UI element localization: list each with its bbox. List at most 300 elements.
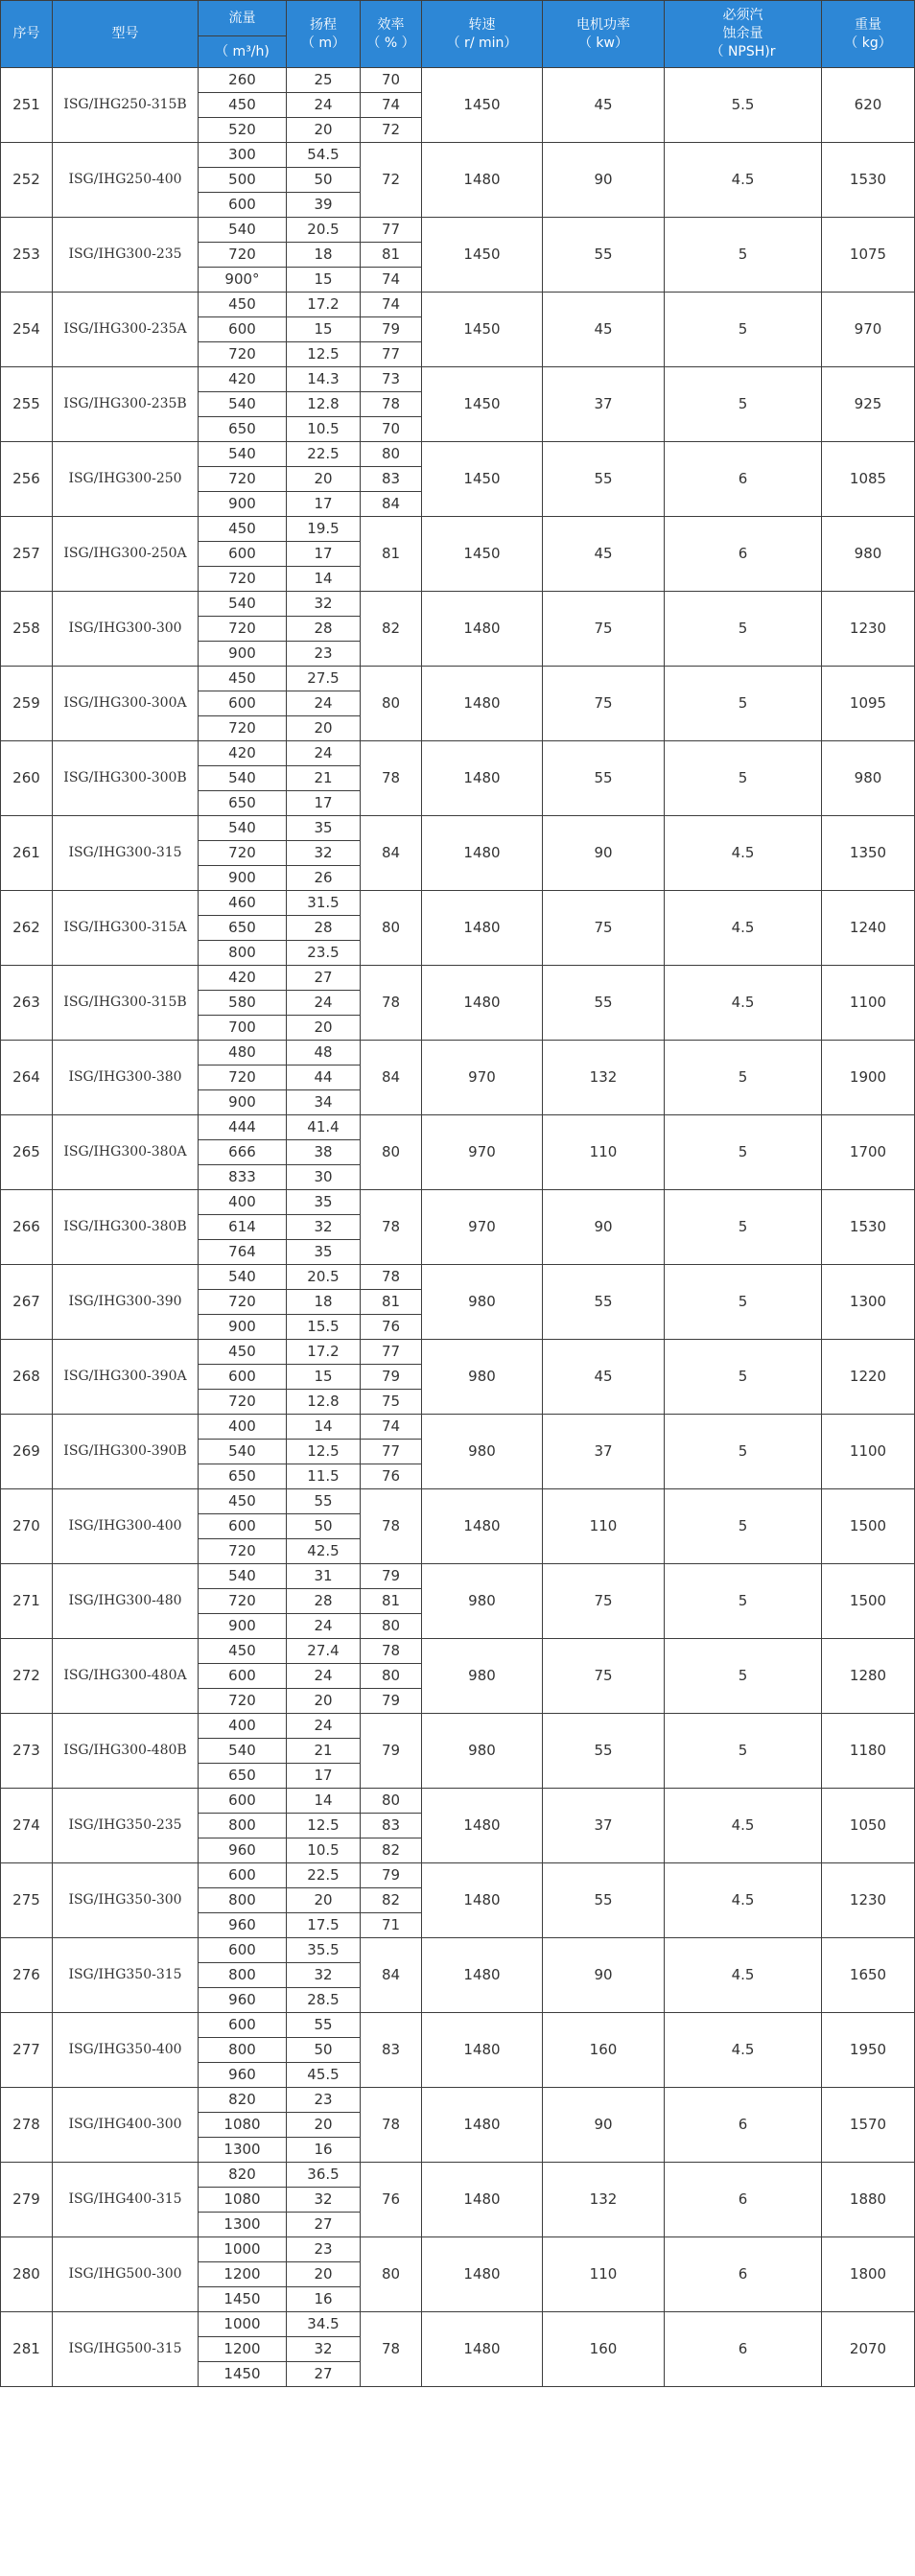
- cell-model: ISG/IHG300-380A: [53, 1115, 199, 1190]
- cell-speed: 1480: [422, 2013, 543, 2088]
- cell-speed: 1450: [422, 517, 543, 592]
- cell-eff: 79: [361, 1714, 422, 1789]
- cell-flow: 400: [199, 1415, 287, 1440]
- cell-eff: 77: [361, 218, 422, 243]
- cell-npsh: 6: [665, 2088, 822, 2163]
- cell-flow: 900: [199, 1614, 287, 1639]
- cell-eff: 74: [361, 93, 422, 118]
- cell-speed: 1450: [422, 293, 543, 367]
- cell-head: 35: [287, 1190, 361, 1215]
- cell-eff: 78: [361, 2312, 422, 2387]
- cell-head: 21: [287, 1739, 361, 1764]
- cell-eff: 79: [361, 1689, 422, 1714]
- cell-seq: 275: [1, 1863, 53, 1938]
- cell-head: 22.5: [287, 442, 361, 467]
- cell-speed: 1480: [422, 143, 543, 218]
- table-row: [1, 1789, 915, 1814]
- cell-flow: 720: [199, 342, 287, 367]
- cell-seq: 255: [1, 367, 53, 442]
- cell-flow: 720: [199, 1390, 287, 1415]
- cell-flow: 1000: [199, 2312, 287, 2337]
- cell-npsh: 6: [665, 517, 822, 592]
- cell-seq: 270: [1, 1489, 53, 1564]
- cell-power: 55: [543, 966, 665, 1041]
- cell-power: 75: [543, 1639, 665, 1714]
- table-row: [1, 1340, 915, 1365]
- cell-weight: 1300: [822, 1265, 915, 1340]
- cell-seq: 254: [1, 293, 53, 367]
- cell-head: 12.8: [287, 1390, 361, 1415]
- cell-eff: 74: [361, 1415, 422, 1440]
- cell-seq: 262: [1, 891, 53, 966]
- cell-npsh: 5: [665, 1115, 822, 1190]
- cell-flow: 720: [199, 1589, 287, 1614]
- cell-flow: 800: [199, 1888, 287, 1913]
- cell-head: 50: [287, 2038, 361, 2063]
- cell-head: 20: [287, 716, 361, 741]
- cell-seq: 274: [1, 1789, 53, 1863]
- cell-flow: 450: [199, 1639, 287, 1664]
- cell-model: ISG/IHG400-300: [53, 2088, 199, 2163]
- cell-model: ISG/IHG350-315: [53, 1938, 199, 2013]
- cell-head: 21: [287, 766, 361, 791]
- cell-weight: 1075: [822, 218, 915, 293]
- cell-power: 55: [543, 1265, 665, 1340]
- cell-npsh: 5: [665, 1415, 822, 1489]
- table-row: [1, 2237, 915, 2262]
- cell-seq: 258: [1, 592, 53, 667]
- header-flow-unit: （ m³/h): [199, 36, 287, 68]
- cell-npsh: 6: [665, 2312, 822, 2387]
- cell-seq: 268: [1, 1340, 53, 1415]
- cell-eff: 82: [361, 1838, 422, 1863]
- cell-eff: 79: [361, 1365, 422, 1390]
- cell-flow: 720: [199, 1539, 287, 1564]
- cell-head: 44: [287, 1066, 361, 1090]
- cell-head: 48: [287, 1041, 361, 1066]
- cell-eff: 80: [361, 1614, 422, 1639]
- cell-head: 24: [287, 991, 361, 1016]
- cell-flow: 1080: [199, 2113, 287, 2138]
- cell-head: 34: [287, 1090, 361, 1115]
- table-row: [1, 1639, 915, 1664]
- cell-flow: 540: [199, 442, 287, 467]
- cell-eff: 81: [361, 243, 422, 268]
- cell-model: ISG/IHG300-480B: [53, 1714, 199, 1789]
- cell-eff: 79: [361, 1564, 422, 1589]
- cell-head: 10.5: [287, 417, 361, 442]
- cell-speed: 1480: [422, 667, 543, 741]
- cell-flow: 720: [199, 1066, 287, 1090]
- cell-flow: 650: [199, 791, 287, 816]
- cell-flow: 1300: [199, 2138, 287, 2163]
- cell-flow: 700: [199, 1016, 287, 1041]
- cell-head: 17.2: [287, 1340, 361, 1365]
- cell-head: 20.5: [287, 1265, 361, 1290]
- table-row: [1, 1265, 915, 1290]
- cell-flow: 600: [199, 1789, 287, 1814]
- cell-speed: 980: [422, 1340, 543, 1415]
- cell-power: 75: [543, 1564, 665, 1639]
- cell-head: 20: [287, 467, 361, 492]
- cell-speed: 1480: [422, 1938, 543, 2013]
- cell-flow: 720: [199, 567, 287, 592]
- cell-seq: 252: [1, 143, 53, 218]
- cell-seq: 281: [1, 2312, 53, 2387]
- cell-head: 42.5: [287, 1539, 361, 1564]
- cell-power: 55: [543, 218, 665, 293]
- cell-npsh: 5: [665, 1041, 822, 1115]
- cell-seq: 269: [1, 1415, 53, 1489]
- cell-head: 31.5: [287, 891, 361, 916]
- cell-model: ISG/IHG350-400: [53, 2013, 199, 2088]
- cell-eff: 78: [361, 1489, 422, 1564]
- cell-speed: 1450: [422, 367, 543, 442]
- cell-speed: 1480: [422, 966, 543, 1041]
- cell-flow: 460: [199, 891, 287, 916]
- cell-flow: 450: [199, 293, 287, 317]
- cell-npsh: 5: [665, 667, 822, 741]
- cell-seq: 280: [1, 2237, 53, 2312]
- cell-model: ISG/IHG300-315A: [53, 891, 199, 966]
- cell-eff: 77: [361, 342, 422, 367]
- cell-eff: 75: [361, 1390, 422, 1415]
- cell-power: 90: [543, 1190, 665, 1265]
- header-eff: [361, 1, 422, 68]
- cell-eff: 78: [361, 966, 422, 1041]
- cell-weight: 1880: [822, 2163, 915, 2237]
- cell-head: 20: [287, 2262, 361, 2287]
- cell-head: 26: [287, 866, 361, 891]
- cell-power: 75: [543, 592, 665, 667]
- cell-speed: 1480: [422, 1789, 543, 1863]
- cell-power: 75: [543, 667, 665, 741]
- cell-power: 110: [543, 1115, 665, 1190]
- cell-flow: 1300: [199, 2213, 287, 2237]
- cell-npsh: 4.5: [665, 2013, 822, 2088]
- cell-head: 55: [287, 1489, 361, 1514]
- cell-npsh: 5: [665, 1340, 822, 1415]
- cell-flow: 650: [199, 1764, 287, 1789]
- cell-eff: 76: [361, 1464, 422, 1489]
- cell-seq: 279: [1, 2163, 53, 2237]
- cell-head: 16: [287, 2138, 361, 2163]
- header-power-unit: （ kw）: [577, 35, 628, 51]
- cell-speed: 1450: [422, 68, 543, 143]
- cell-npsh: 5: [665, 1489, 822, 1564]
- cell-flow: 820: [199, 2088, 287, 2113]
- cell-flow: 540: [199, 1739, 287, 1764]
- cell-flow: 720: [199, 1689, 287, 1714]
- cell-flow: 600: [199, 317, 287, 342]
- table-row: [1, 218, 915, 243]
- cell-eff: 72: [361, 143, 422, 218]
- cell-head: 19.5: [287, 517, 361, 542]
- cell-model: ISG/IHG350-235: [53, 1789, 199, 1863]
- cell-model: ISG/IHG300-235: [53, 218, 199, 293]
- cell-head: 39: [287, 193, 361, 218]
- cell-model: ISG/IHG300-300B: [53, 741, 199, 816]
- cell-model: ISG/IHG300-390: [53, 1265, 199, 1340]
- cell-flow: 960: [199, 2063, 287, 2088]
- table-header: [1, 1, 915, 68]
- cell-eff: 76: [361, 1315, 422, 1340]
- header-npsh-line1: 必须汽: [722, 8, 763, 23]
- cell-npsh: 4.5: [665, 143, 822, 218]
- table-row: [1, 68, 915, 93]
- cell-eff: 81: [361, 1589, 422, 1614]
- cell-flow: 400: [199, 1190, 287, 1215]
- cell-speed: 1480: [422, 2312, 543, 2387]
- cell-weight: 1180: [822, 1714, 915, 1789]
- header-speed: [422, 1, 543, 68]
- cell-flow: 833: [199, 1165, 287, 1190]
- cell-weight: 1530: [822, 143, 915, 218]
- cell-eff: 81: [361, 517, 422, 592]
- cell-model: ISG/IHG300-235A: [53, 293, 199, 367]
- header-weight: [822, 1, 915, 68]
- cell-seq: 265: [1, 1115, 53, 1190]
- cell-eff: 80: [361, 1115, 422, 1190]
- cell-head: 27.4: [287, 1639, 361, 1664]
- cell-power: 37: [543, 367, 665, 442]
- cell-weight: 1800: [822, 2237, 915, 2312]
- cell-eff: 78: [361, 392, 422, 417]
- cell-flow: 650: [199, 1464, 287, 1489]
- cell-power: 110: [543, 2237, 665, 2312]
- table-row: [1, 741, 915, 766]
- cell-model: ISG/IHG500-300: [53, 2237, 199, 2312]
- table-row: [1, 1415, 915, 1440]
- cell-eff: 70: [361, 417, 422, 442]
- cell-weight: 1220: [822, 1340, 915, 1415]
- cell-flow: 900: [199, 492, 287, 517]
- cell-flow: 900°: [199, 268, 287, 293]
- cell-head: 20.5: [287, 218, 361, 243]
- cell-speed: 970: [422, 1041, 543, 1115]
- cell-head: 50: [287, 168, 361, 193]
- cell-npsh: 5: [665, 218, 822, 293]
- cell-head: 30: [287, 1165, 361, 1190]
- cell-head: 38: [287, 1140, 361, 1165]
- cell-flow: 900: [199, 642, 287, 667]
- cell-flow: 1080: [199, 2188, 287, 2213]
- cell-weight: 1240: [822, 891, 915, 966]
- cell-npsh: 5: [665, 1265, 822, 1340]
- cell-head: 17.2: [287, 293, 361, 317]
- cell-flow: 720: [199, 617, 287, 642]
- cell-eff: 84: [361, 1938, 422, 2013]
- cell-head: 35.5: [287, 1938, 361, 1963]
- cell-power: 90: [543, 1938, 665, 2013]
- cell-head: 14.3: [287, 367, 361, 392]
- cell-flow: 800: [199, 941, 287, 966]
- table-row: [1, 1190, 915, 1215]
- header-speed-label: 转速: [468, 16, 496, 33]
- cell-flow: 960: [199, 1913, 287, 1938]
- table-row: [1, 1489, 915, 1514]
- header-head: [287, 1, 361, 68]
- cell-seq: 263: [1, 966, 53, 1041]
- cell-npsh: 4.5: [665, 816, 822, 891]
- cell-eff: 74: [361, 293, 422, 317]
- cell-flow: 600: [199, 1514, 287, 1539]
- cell-weight: 1700: [822, 1115, 915, 1190]
- cell-npsh: 4.5: [665, 891, 822, 966]
- cell-speed: 1480: [422, 1489, 543, 1564]
- cell-eff: 78: [361, 741, 422, 816]
- cell-flow: 900: [199, 1315, 287, 1340]
- header-head-unit: （ m）: [300, 35, 346, 51]
- cell-flow: 300: [199, 143, 287, 168]
- cell-weight: 2070: [822, 2312, 915, 2387]
- cell-head: 35: [287, 1240, 361, 1265]
- cell-speed: 1480: [422, 592, 543, 667]
- cell-model: ISG/IHG300-250: [53, 442, 199, 517]
- cell-seq: 260: [1, 741, 53, 816]
- cell-weight: 1650: [822, 1938, 915, 2013]
- cell-flow: 900: [199, 1090, 287, 1115]
- cell-flow: 614: [199, 1215, 287, 1240]
- cell-head: 24: [287, 1614, 361, 1639]
- cell-head: 12.5: [287, 342, 361, 367]
- cell-head: 50: [287, 1514, 361, 1539]
- cell-power: 37: [543, 1789, 665, 1863]
- cell-seq: 261: [1, 816, 53, 891]
- cell-weight: 1500: [822, 1489, 915, 1564]
- cell-flow: 720: [199, 243, 287, 268]
- cell-flow: 960: [199, 1838, 287, 1863]
- cell-model: ISG/IHG250-315B: [53, 68, 199, 143]
- cell-head: 27: [287, 966, 361, 991]
- cell-head: 27: [287, 2213, 361, 2237]
- cell-power: 90: [543, 816, 665, 891]
- cell-seq: 277: [1, 2013, 53, 2088]
- table-row: [1, 816, 915, 841]
- cell-head: 12.5: [287, 1814, 361, 1838]
- cell-power: 110: [543, 1489, 665, 1564]
- cell-flow: 720: [199, 841, 287, 866]
- cell-head: 45.5: [287, 2063, 361, 2088]
- cell-eff: 77: [361, 1440, 422, 1464]
- cell-flow: 580: [199, 991, 287, 1016]
- cell-weight: 1900: [822, 1041, 915, 1115]
- cell-speed: 980: [422, 1639, 543, 1714]
- cell-head: 18: [287, 243, 361, 268]
- cell-model: ISG/IHG300-380B: [53, 1190, 199, 1265]
- cell-npsh: 4.5: [665, 1863, 822, 1938]
- cell-seq: 272: [1, 1639, 53, 1714]
- cell-seq: 278: [1, 2088, 53, 2163]
- cell-flow: 600: [199, 1365, 287, 1390]
- cell-model: ISG/IHG300-480A: [53, 1639, 199, 1714]
- cell-eff: 79: [361, 317, 422, 342]
- cell-npsh: 4.5: [665, 1938, 822, 2013]
- cell-flow: 540: [199, 766, 287, 791]
- cell-eff: 78: [361, 1639, 422, 1664]
- cell-head: 34.5: [287, 2312, 361, 2337]
- cell-weight: 1500: [822, 1564, 915, 1639]
- cell-flow: 540: [199, 816, 287, 841]
- cell-seq: 257: [1, 517, 53, 592]
- cell-power: 45: [543, 293, 665, 367]
- table-row: [1, 1863, 915, 1888]
- cell-speed: 1480: [422, 2088, 543, 2163]
- cell-model: ISG/IHG300-480: [53, 1564, 199, 1639]
- table-row: [1, 2163, 915, 2188]
- cell-head: 11.5: [287, 1464, 361, 1489]
- cell-npsh: 6: [665, 442, 822, 517]
- cell-weight: 1950: [822, 2013, 915, 2088]
- cell-model: ISG/IHG300-390B: [53, 1415, 199, 1489]
- table-row: [1, 592, 915, 617]
- cell-weight: 620: [822, 68, 915, 143]
- cell-flow: 540: [199, 218, 287, 243]
- cell-power: 45: [543, 68, 665, 143]
- cell-power: 90: [543, 143, 665, 218]
- cell-eff: 80: [361, 1789, 422, 1814]
- cell-speed: 980: [422, 1265, 543, 1340]
- cell-flow: 540: [199, 1564, 287, 1589]
- cell-eff: 82: [361, 592, 422, 667]
- cell-head: 36.5: [287, 2163, 361, 2188]
- header-flow: 流量: [199, 1, 287, 36]
- cell-flow: 600: [199, 542, 287, 567]
- cell-flow: 720: [199, 467, 287, 492]
- cell-head: 12.5: [287, 1440, 361, 1464]
- cell-speed: 1480: [422, 1863, 543, 1938]
- cell-eff: 77: [361, 1340, 422, 1365]
- cell-model: ISG/IHG350-300: [53, 1863, 199, 1938]
- cell-model: ISG/IHG300-300: [53, 592, 199, 667]
- cell-head: 24: [287, 741, 361, 766]
- cell-flow: 400: [199, 1714, 287, 1739]
- cell-seq: 253: [1, 218, 53, 293]
- cell-head: 27.5: [287, 667, 361, 691]
- cell-head: 35: [287, 816, 361, 841]
- cell-flow: 650: [199, 916, 287, 941]
- cell-head: 17.5: [287, 1913, 361, 1938]
- cell-seq: 267: [1, 1265, 53, 1340]
- header-npsh-line2: 蚀余量: [722, 26, 763, 41]
- table-row: [1, 517, 915, 542]
- cell-seq: 259: [1, 667, 53, 741]
- cell-seq: 271: [1, 1564, 53, 1639]
- cell-head: 28: [287, 617, 361, 642]
- cell-power: 45: [543, 517, 665, 592]
- cell-head: 23.5: [287, 941, 361, 966]
- cell-power: 55: [543, 442, 665, 517]
- cell-weight: 1100: [822, 966, 915, 1041]
- header-weight-label: 重量: [855, 16, 881, 33]
- cell-head: 32: [287, 841, 361, 866]
- cell-eff: 78: [361, 2088, 422, 2163]
- cell-model: ISG/IHG300-315B: [53, 966, 199, 1041]
- table-row: [1, 667, 915, 691]
- cell-eff: 84: [361, 1041, 422, 1115]
- cell-flow: 540: [199, 592, 287, 617]
- cell-npsh: 5: [665, 367, 822, 442]
- cell-power: 132: [543, 1041, 665, 1115]
- cell-flow: 540: [199, 392, 287, 417]
- cell-head: 24: [287, 1714, 361, 1739]
- cell-head: 17: [287, 791, 361, 816]
- cell-npsh: 4.5: [665, 966, 822, 1041]
- cell-model: ISG/IHG300-315: [53, 816, 199, 891]
- cell-eff: 74: [361, 268, 422, 293]
- cell-flow: 800: [199, 1814, 287, 1838]
- cell-model: ISG/IHG500-315: [53, 2312, 199, 2387]
